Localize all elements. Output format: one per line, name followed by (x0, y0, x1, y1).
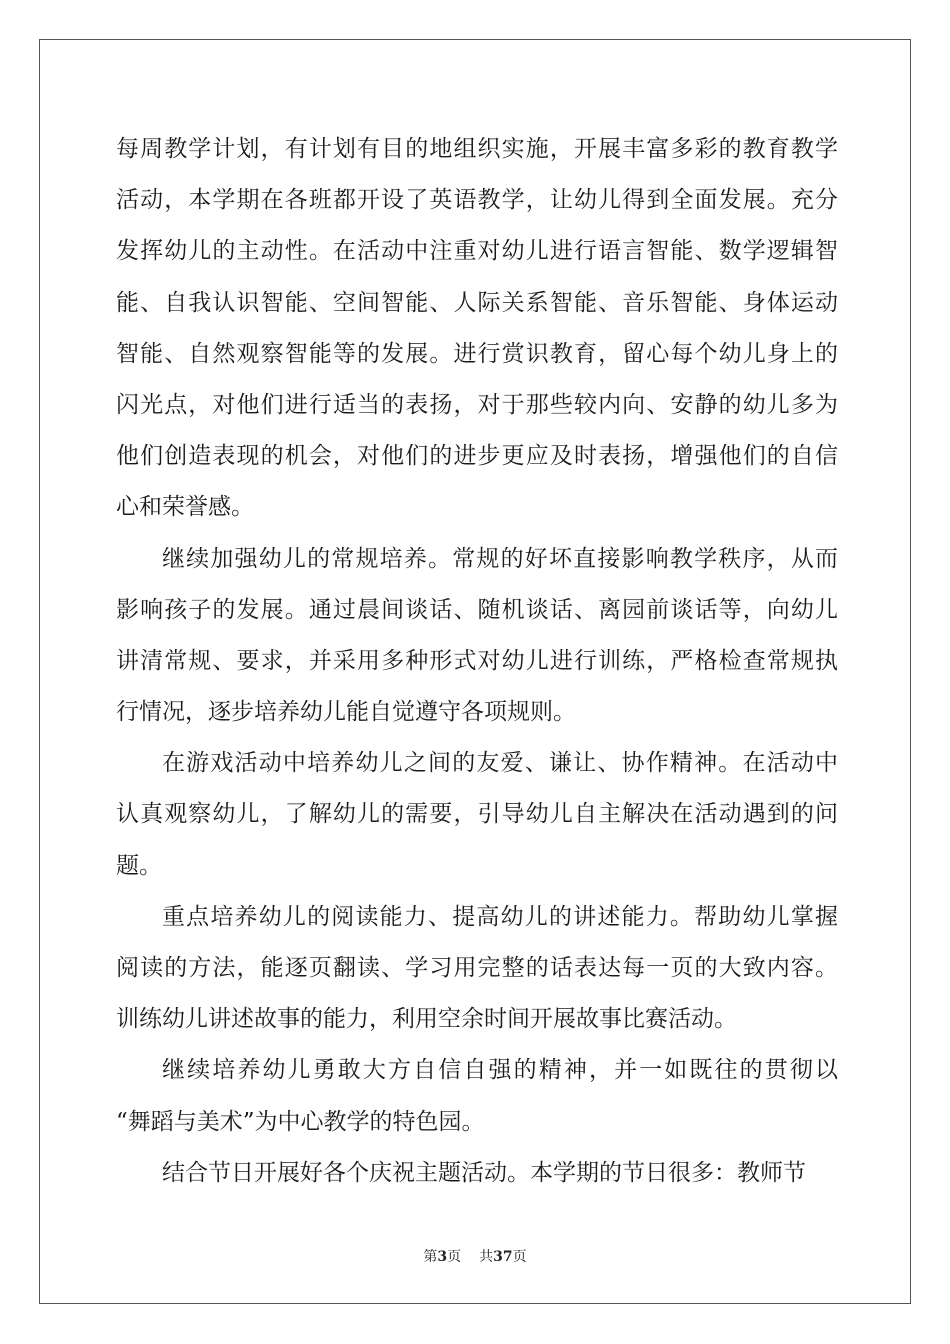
text-line: 闪光点，对他们进行适当的表扬，对于那些较内向、安静的幼儿多为 (116, 391, 838, 418)
total-pages: 37 (493, 1249, 513, 1265)
paragraph (116, 738, 838, 892)
text-line: 继续加强幼儿的常规培养。常规的好坏直接影响教学秩序，从而 (162, 545, 838, 572)
text-line: 影响孩子的发展。通过晨间谈话、随机谈话、离园前谈话等，向幼儿 (116, 596, 838, 623)
text-line: 阅读的方法，能逐页翻读、学习用完整的话表达每一页的大致内容。 (116, 955, 838, 981)
text-line: 题。 (116, 852, 162, 879)
text-line: 训练幼儿讲述故事的能力，利用空余时间开展故事比赛活动。 (116, 1006, 737, 1033)
paragraph (116, 1148, 838, 1199)
text-line: 在游戏活动中培养幼儿之间的友爱、谦让、协作精神。在活动中 (162, 750, 838, 777)
text-line: 重点培养幼儿的阅读能力、提高幼儿的讲述能力。帮助幼儿掌握 (162, 903, 838, 930)
paragraph (116, 892, 838, 1046)
page-prefix: 第 (423, 1249, 438, 1265)
text-line: 继续培养幼儿勇敢大方自信自强的精神，并一如既往的贯彻以 (162, 1057, 838, 1084)
total-prefix: 共 (479, 1249, 494, 1265)
text-line: 每周教学计划，有计划有目的地组织实施，开展丰富多彩的教育教学 (116, 136, 838, 162)
page-number: 3 (437, 1249, 448, 1265)
total-suffix: 页 (512, 1249, 527, 1265)
document-body (116, 124, 838, 1199)
text-line: 认真观察幼儿，了解幼儿的需要，引导幼儿自主解决在活动遇到的问 (116, 801, 838, 828)
page-footer (0, 1246, 950, 1266)
text-line: 活动，本学期在各班都开设了英语教学，让幼儿得到全面发展。充分 (116, 187, 838, 214)
paragraph (116, 124, 838, 534)
paragraph (116, 1045, 838, 1147)
paragraph (116, 534, 838, 739)
text-line: 行情况，逐步培养幼儿能自觉遵守各项规则。 (116, 699, 576, 726)
text-line: 心和荣誉感。 (116, 494, 254, 521)
text-line: 他们创造表现的机会，对他们的进步更应及时表扬，增强他们的自信 (116, 443, 838, 470)
page-suffix: 页 (447, 1249, 462, 1265)
text-line: 智能、自然观察智能等的发展。进行赏识教育，留心每个幼儿身上的 (116, 340, 838, 367)
text-line: 结合节日开展好各个庆祝主题活动。本学期的节日很多：教师节 (162, 1159, 806, 1186)
text-line: 讲清常规、要求，并采用多种形式对幼儿进行训练，严格检查常规执 (116, 647, 838, 674)
text-line: 能、自我认识智能、空间智能、人际关系智能、音乐智能、身体运动 (116, 289, 838, 316)
text-line: “舞蹈与美术”为中心教学的特色园。 (116, 1108, 485, 1135)
text-line: 发挥幼儿的主动性。在活动中注重对幼儿进行语言智能、数学逻辑智 (116, 238, 838, 265)
